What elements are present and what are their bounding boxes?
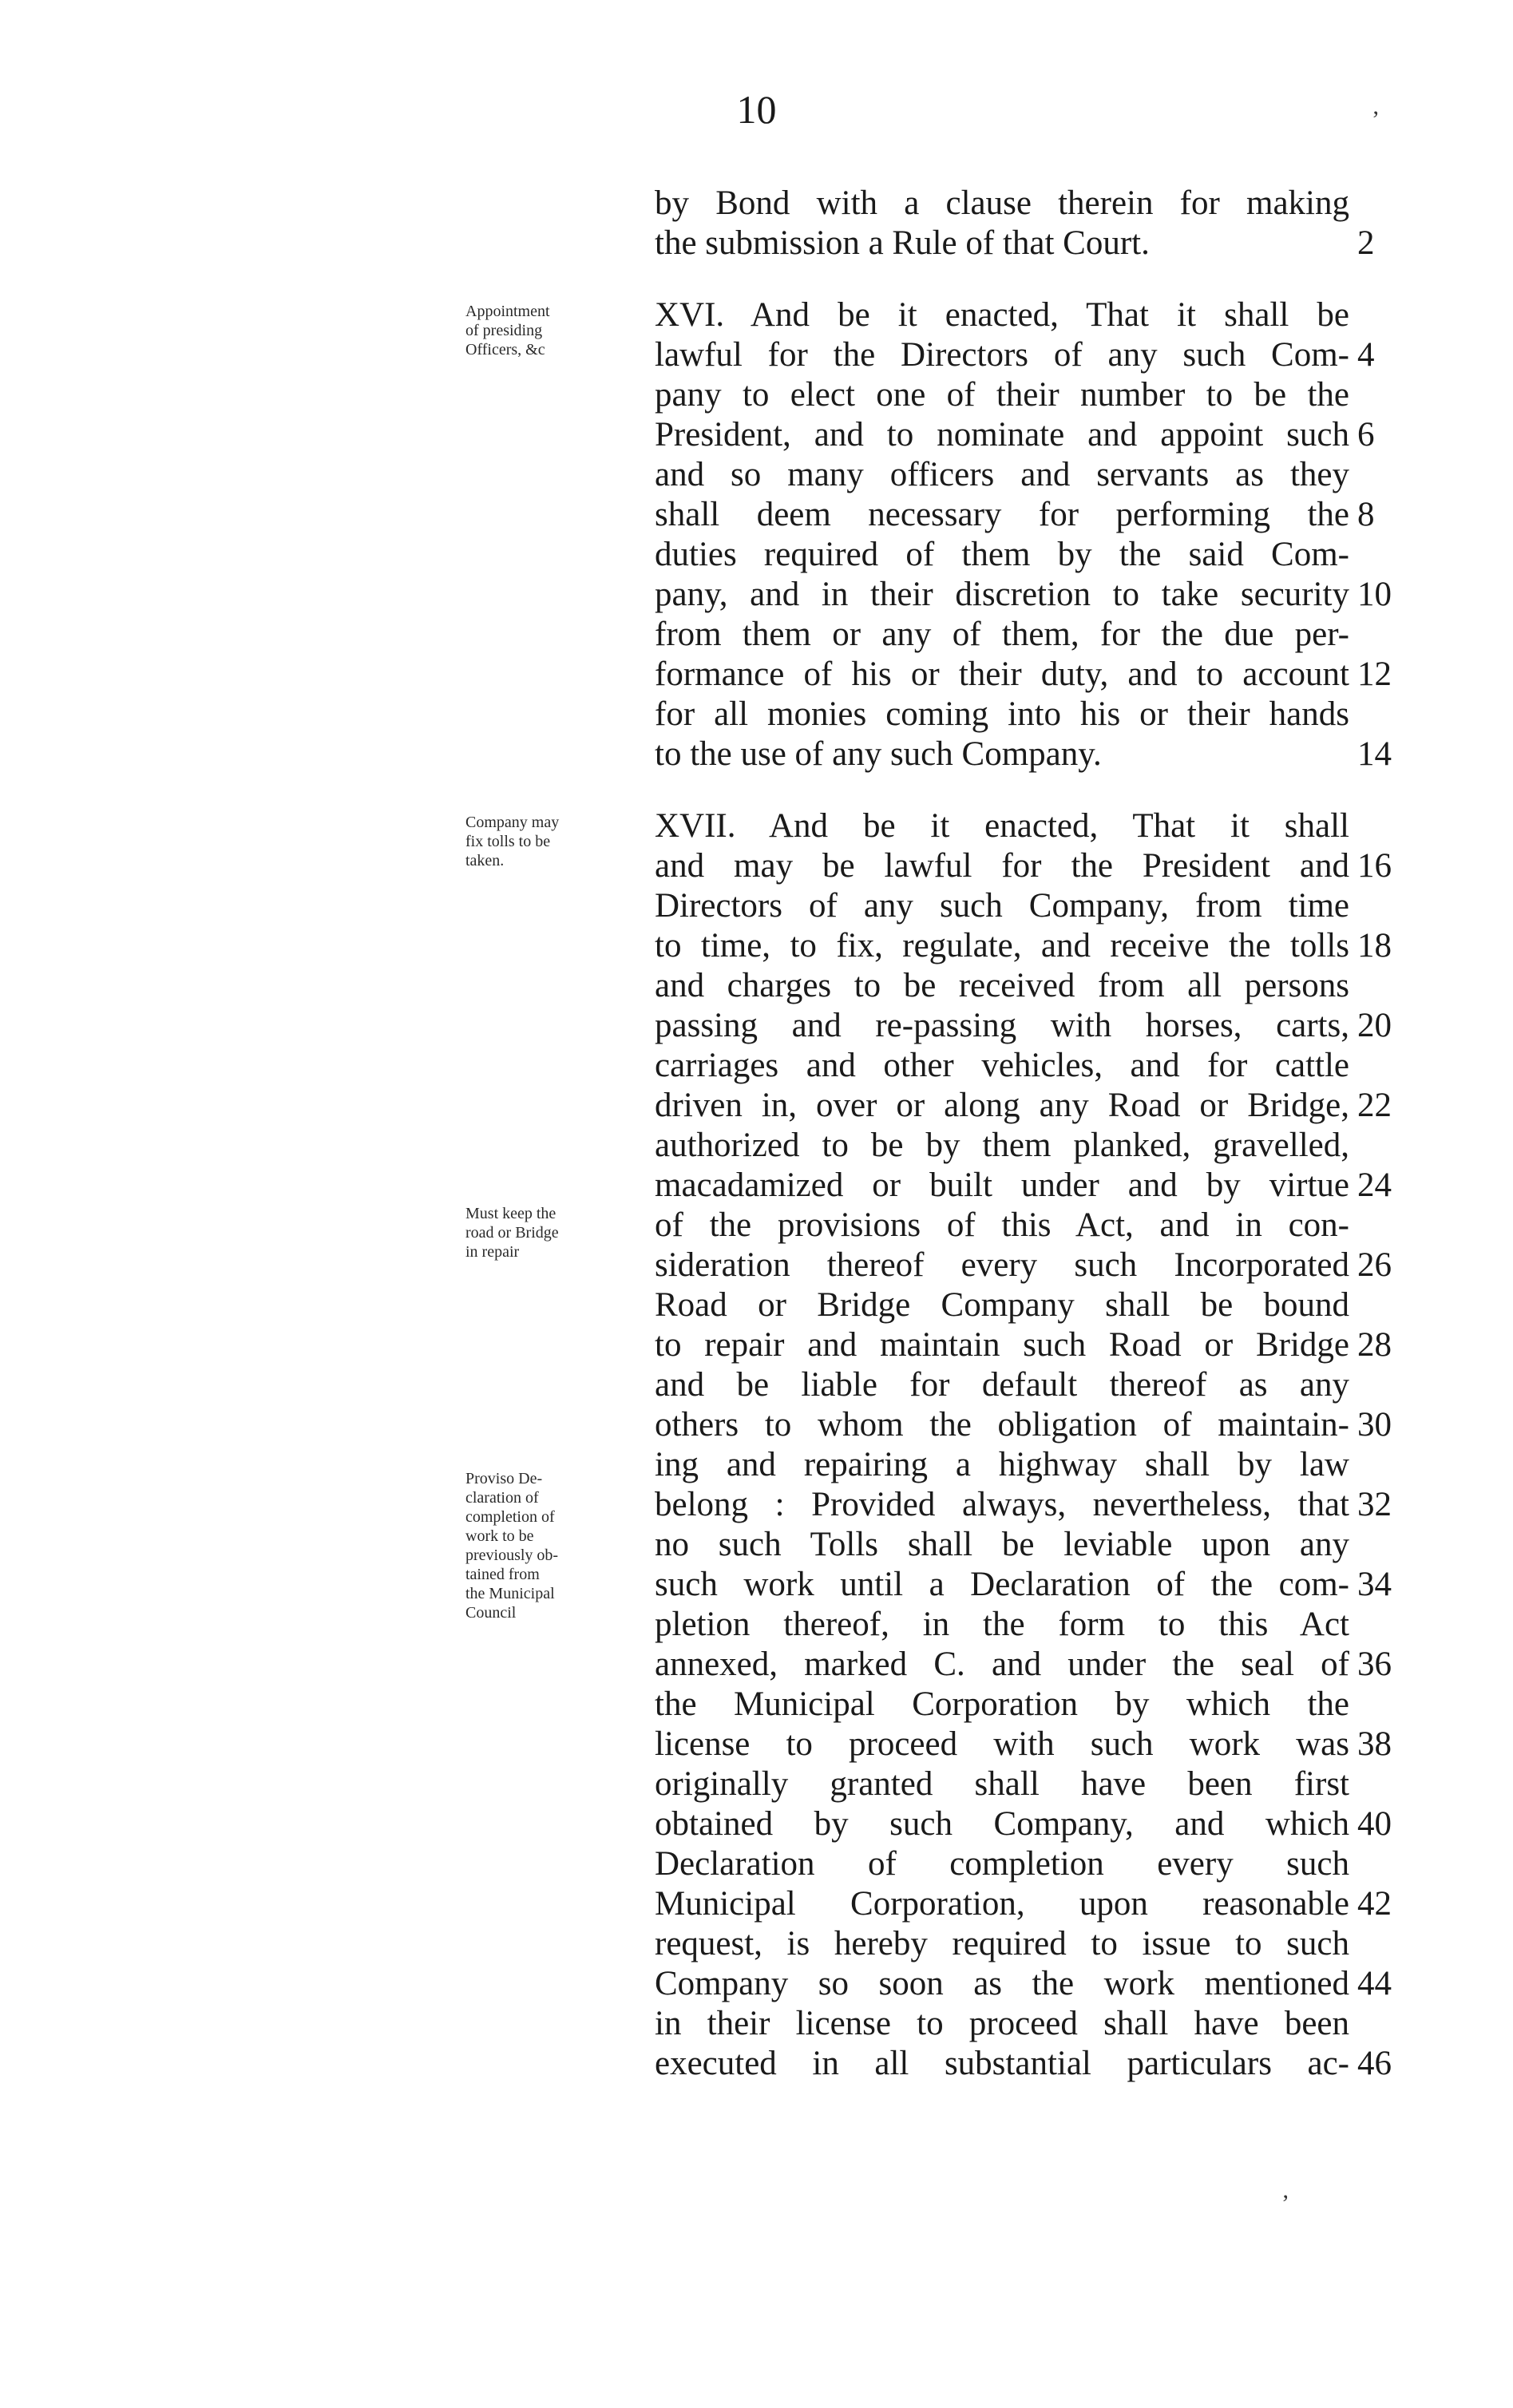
body-line: and charges to be received from all persons [655,967,1349,1004]
body-line: pany, and in their discretion to take security [655,576,1349,613]
body-line: carriages and other vehicles, and for cattle [655,1047,1349,1084]
line-number: 32 [1357,1486,1392,1523]
body-line: macadamized or built under and by virtue [655,1166,1349,1204]
body-line: and may be lawful for the President and [655,847,1349,885]
line-number: 26 [1357,1246,1392,1284]
line-number: 40 [1357,1805,1392,1843]
body-line: and so many officers and servants as they [655,456,1349,493]
body-line: passing and re-passing with horses, carts, [655,1007,1349,1044]
body-line: the Municipal Corporation by which the [655,1685,1349,1723]
body-line: and be liable for default thereof as any [655,1366,1349,1404]
body-line: originally granted shall have been first [655,1765,1349,1803]
line-number: 28 [1357,1326,1392,1364]
line-number: 22 [1357,1087,1392,1124]
body-line: no such Tolls shall be leviable upon any [655,1526,1349,1563]
body-line: others to whom the obligation of maintain- [655,1406,1349,1444]
body-line: belong : Provided always, nevertheless, that [655,1486,1349,1523]
line-number: 2 [1357,224,1375,262]
body-line: such work until a Declaration of the com- [655,1566,1349,1603]
line-number: 10 [1357,576,1392,613]
margin-note-company-tolls: Company may fix tolls to be taken. [465,814,560,869]
body-line: pletion thereof, in the form to this Act [655,1606,1349,1643]
body-line: annexed, marked C. and under the seal of [655,1646,1349,1683]
body-line: ing and repairing a highway shall by law [655,1446,1349,1483]
line-number: 8 [1357,496,1375,533]
line-number: 6 [1357,416,1375,453]
line-number: 14 [1357,735,1392,773]
body-line: executed in all substantial particulars ac- [655,2045,1349,2082]
body-line: pany to elect one of their number to be the [655,376,1349,414]
line-number: 34 [1357,1566,1392,1603]
body-line: Road or Bridge Company shall be bound [655,1286,1349,1324]
body-line: XVII. And be it enacted, That it shall [655,807,1349,845]
body-line: the submission a Rule of that Court. [655,224,1150,262]
line-number: 42 [1357,1885,1392,1923]
line-number: 36 [1357,1646,1392,1683]
body-line: license to proceed with such work was [655,1725,1349,1763]
body-line: in their license to proceed shall have been [655,2005,1349,2042]
line-number: 16 [1357,847,1392,885]
margin-note-proviso-declaration: Proviso De- claration of completion of work to be previously ob- tained from the Municipal Council [465,1470,559,1622]
body-line: of the provisions of this Act, and in con- [655,1206,1349,1244]
stray-mark: ’ [1281,2190,1289,2216]
body-line: duties required of them by the said Com- [655,536,1349,573]
body-line: to the use of any such Company. [655,735,1102,773]
body-line: sideration thereof every such Incorporated [655,1246,1349,1284]
body-line: Declaration of completion every such [655,1845,1349,1883]
body-line: Company so soon as the work mentioned [655,1965,1349,2002]
body-line: to time, to fix, regulate, and receive the tolls [655,927,1349,964]
body-line: obtained by such Company, and which [655,1805,1349,1843]
line-number: 4 [1357,336,1375,374]
margin-note-keep-road-repair: Must keep the road or Bridge in repair [465,1205,559,1261]
body-line: driven in, over or along any Road or Bridge, [655,1087,1349,1124]
page-number: 10 [736,87,777,132]
line-number: 38 [1357,1725,1392,1763]
body-line: Directors of any such Company, from time [655,887,1349,925]
margin-note-appointment-officers: Appointment of presiding Officers, &c [465,303,550,358]
body-line: to repair and maintain such Road or Bridge [655,1326,1349,1364]
line-number: 12 [1357,655,1392,693]
body-line: by Bond with a clause therein for making [655,184,1349,222]
body-line: shall deem necessary for performing the [655,496,1349,533]
body-line: lawful for the Directors of any such Com- [655,336,1349,374]
line-number: 20 [1357,1007,1392,1044]
body-line: Municipal Corporation, upon reasonable [655,1885,1349,1923]
body-line: formance of his or their duty, and to account [655,655,1349,693]
line-number: 18 [1357,927,1392,964]
line-number: 46 [1357,2045,1392,2082]
body-line: from them or any of them, for the due per- [655,616,1349,653]
line-number: 30 [1357,1406,1392,1444]
line-number: 44 [1357,1965,1392,2002]
stray-mark: ’ [1372,106,1380,133]
line-number: 24 [1357,1166,1392,1204]
body-line: XVI. And be it enacted, That it shall be [655,296,1349,334]
body-line: President, and to nominate and appoint such [655,416,1349,453]
body-line: authorized to be by them planked, gravelled, [655,1127,1349,1164]
body-line: for all monies coming into his or their hands [655,695,1349,733]
body-line: request, is hereby required to issue to such [655,1925,1349,1962]
